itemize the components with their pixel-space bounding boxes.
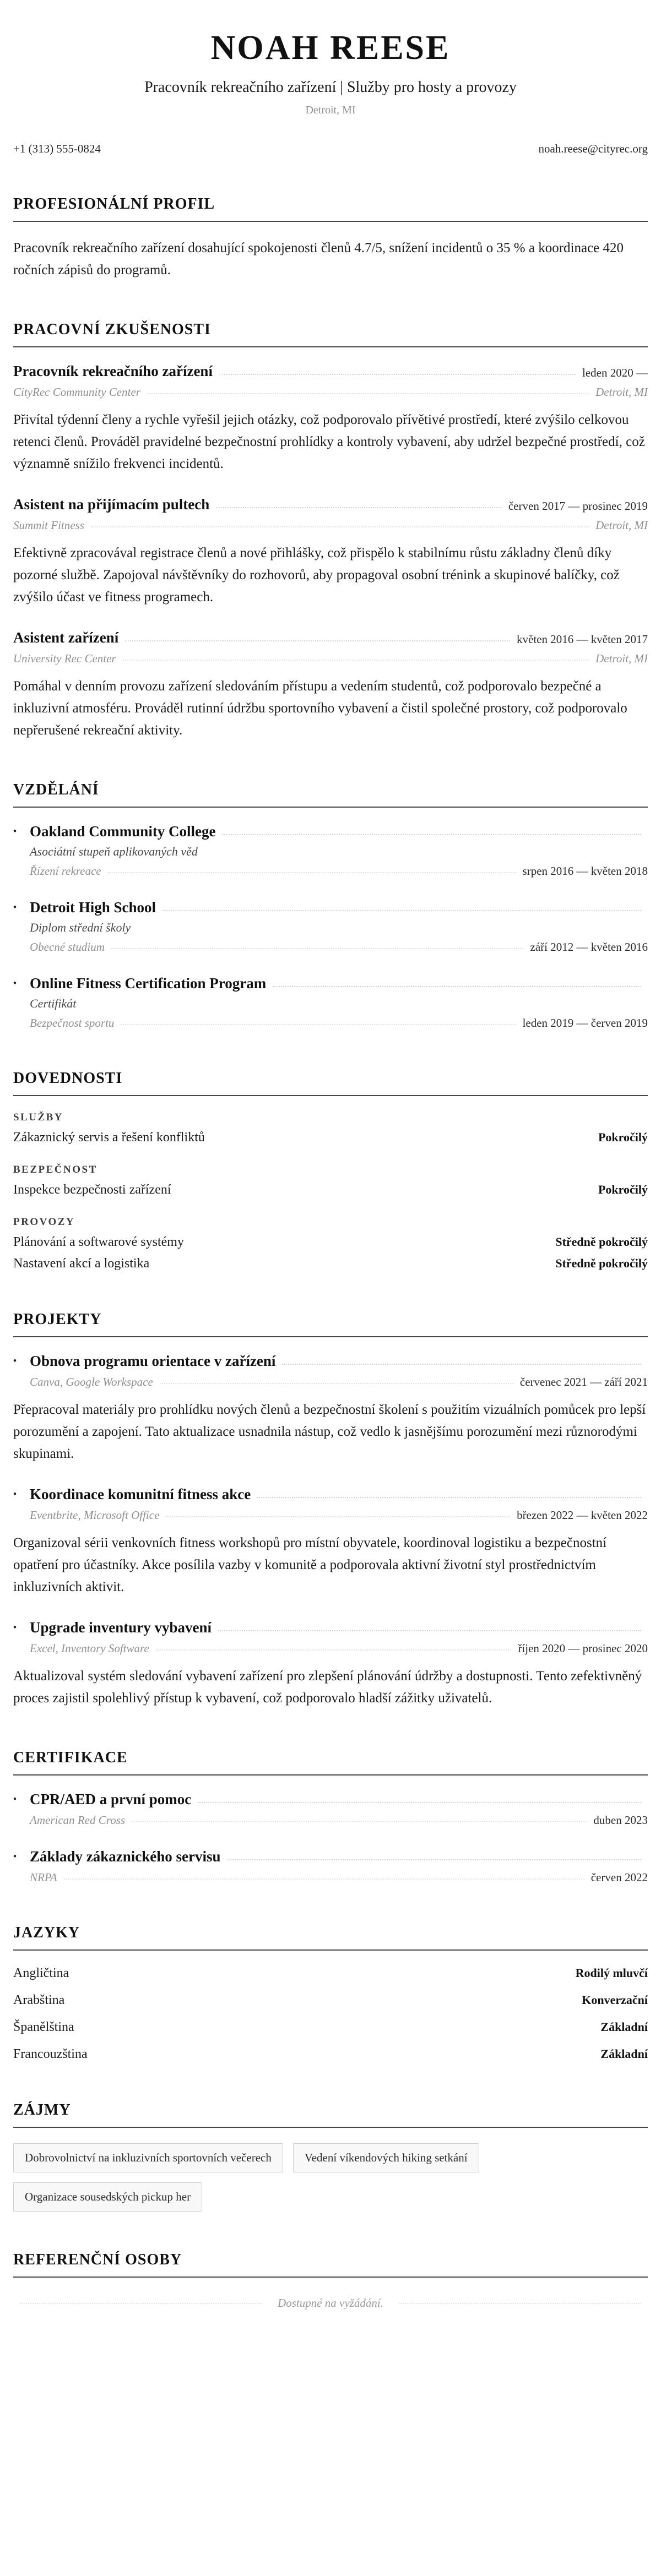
school-name: • Detroit High School xyxy=(13,899,156,916)
skill-level: Pokročilý xyxy=(598,1130,648,1144)
section-projects xyxy=(13,1311,648,1709)
skill-level: Pokročilý xyxy=(598,1183,648,1196)
job-location: Detroit, MI xyxy=(595,652,648,665)
project-description: Organizoval sérii venkovních fitness workshopů pro místní obyvatele, koordinoval logistiku a bezpečnostní opatření pro účastníky. Akce posílila vazby v komunitě a podporovala aktivní životní styl prostřednictvím inkluzivních aktivit. xyxy=(13,1535,607,1594)
entry-title-row xyxy=(13,1353,648,1370)
section-languages xyxy=(13,1924,648,2062)
entry-subtitle-row xyxy=(13,1871,648,1885)
company-name: University Rec Center xyxy=(13,652,116,665)
project-name: • Upgrade inventury vybavení xyxy=(13,1619,212,1636)
project-dates: říjen 2020 — prosinec 2020 xyxy=(518,1642,648,1655)
project-description: Aktualizoval systém sledování vybavení zařízení pro zlepšení plánování údržby a dostupnosti. Tento zefektivněný proces zajistil spolehlivý přístup k vybavení, což podporovalo hladší zážitky uživatelů. xyxy=(13,1669,642,1706)
job-title: Asistent zařízení xyxy=(13,629,119,646)
section-references xyxy=(13,2251,648,2310)
entry-subtitle-row xyxy=(13,385,648,399)
section-interests xyxy=(13,2101,648,2212)
section-heading-projects: PROJEKTY xyxy=(13,1311,648,1337)
dotted-leader xyxy=(156,1649,512,1651)
language-level: Konverzační xyxy=(582,1993,648,2007)
skill-name: Inspekce bezpečnosti zařízení xyxy=(13,1183,171,1197)
email-address: noah.reese@cityrec.org xyxy=(538,142,648,155)
dotted-leader xyxy=(223,834,641,835)
entry-subtitle-row xyxy=(13,519,648,532)
certification-issuer: American Red Cross xyxy=(30,1813,126,1827)
dotted-leader xyxy=(218,1630,641,1631)
interest-tag: Organizace sousedských pickup her xyxy=(13,2182,202,2212)
section-heading-education: VZDĚLÁNÍ xyxy=(13,781,648,808)
dotted-leader xyxy=(198,1802,641,1803)
skill-name: Plánování a softwarové systémy xyxy=(13,1235,184,1249)
project-tools: Excel, Inventory Software xyxy=(30,1642,149,1655)
education-dates: srpen 2016 — květen 2018 xyxy=(522,864,648,878)
entry-subtitle-row xyxy=(13,1813,648,1827)
job-description: Pomáhal v denním provozu zařízení sledováním přístupu a vedením studentů, což podporovalo bezpečné a inkluzivní atmosféru. Prováděl rutinní údržbu sportovního vybavení a čistil společné prostory, což podporovalo nepřerušené rekreační aktivity. xyxy=(13,679,627,738)
certification-date: červen 2022 xyxy=(590,1871,648,1884)
certification-entry xyxy=(13,1791,648,1827)
entry-title-row xyxy=(13,975,648,992)
skill-group xyxy=(13,1112,648,1145)
dotted-leader xyxy=(20,2303,262,2304)
dotted-leader xyxy=(132,1821,587,1822)
skill-category: SLUŽBY xyxy=(13,1112,64,1123)
entry-subtitle-row xyxy=(13,1508,648,1522)
language-row xyxy=(13,2020,648,2035)
field-of-study: Bezpečnost sportu xyxy=(30,1016,115,1030)
certification-name: • CPR/AED a první pomoc xyxy=(13,1791,191,1808)
dotted-leader xyxy=(219,374,576,375)
section-profile xyxy=(13,195,648,281)
job-location: Detroit, MI xyxy=(595,519,648,532)
language-row xyxy=(13,2047,648,2062)
entry-title-row xyxy=(13,823,648,840)
entry-subtitle-row xyxy=(13,940,648,954)
certification-name: • Základy zákaznického servisu xyxy=(13,1848,221,1865)
references-row xyxy=(13,2296,648,2310)
dotted-leader xyxy=(121,1024,516,1025)
section-heading-profile: PROFESIONÁLNÍ PROFIL xyxy=(13,195,648,222)
project-tools: Eventbrite, Microsoft Office xyxy=(30,1508,160,1522)
field-of-study: Řízení rekreace xyxy=(30,864,101,878)
skill-row xyxy=(13,1130,648,1145)
language-level: Základní xyxy=(600,2047,648,2061)
candidate-location: Detroit, MI xyxy=(305,104,356,116)
dotted-leader xyxy=(399,2303,641,2304)
entry-subtitle-row xyxy=(13,1016,648,1030)
company-name: CityRec Community Center xyxy=(13,385,140,399)
entry-subtitle-row xyxy=(13,1642,648,1655)
project-name: • Obnova programu orientace v zařízení xyxy=(13,1353,275,1370)
education-entry xyxy=(13,975,648,1030)
company-name: Summit Fitness xyxy=(13,519,84,532)
dotted-leader xyxy=(160,1383,513,1384)
entry-title-row xyxy=(13,1619,648,1636)
degree: Diplom střední školy xyxy=(30,921,131,934)
job-title: Asistent na přijímacím pultech xyxy=(13,496,210,513)
resume-header xyxy=(13,29,648,156)
section-heading-skills: DOVEDNOSTI xyxy=(13,1070,648,1096)
language-name: Angličtina xyxy=(13,1966,69,1980)
language-name: Španělština xyxy=(13,2020,74,2034)
entry-subtitle-row xyxy=(13,652,648,666)
candidate-name: NOAH REESE xyxy=(210,29,451,67)
interest-tag: Dobrovolnictví na inkluzivních sportovních večerech xyxy=(13,2143,283,2172)
skill-group xyxy=(13,1216,648,1271)
dotted-leader xyxy=(64,1878,584,1880)
dotted-leader xyxy=(147,393,589,394)
language-name: Francouzština xyxy=(13,2047,88,2061)
entry-title-row xyxy=(13,1848,648,1865)
entry-title-row xyxy=(13,1486,648,1503)
experience-entry xyxy=(13,629,648,742)
entry-title-row xyxy=(13,1791,648,1808)
dotted-leader xyxy=(108,872,516,873)
entry-title-row xyxy=(13,363,648,380)
entry-title-row xyxy=(13,629,648,646)
experience-entry xyxy=(13,496,648,608)
dotted-leader xyxy=(91,526,589,527)
language-name: Arabština xyxy=(13,1993,65,2007)
section-education xyxy=(13,781,648,1030)
dotted-leader xyxy=(216,507,502,508)
dotted-leader xyxy=(162,910,641,911)
skill-row xyxy=(13,1235,648,1250)
skill-category: PROVOZY xyxy=(13,1216,75,1228)
project-dates: červenec 2021 — září 2021 xyxy=(519,1375,648,1388)
job-dates: květen 2016 — květen 2017 xyxy=(517,633,648,646)
dotted-leader xyxy=(125,640,510,641)
language-level: Rodilý mluvčí xyxy=(575,1966,648,1980)
profile-summary: Pracovník rekreačního zařízení dosahující spokojenosti členů 4.7/5, snížení incidentů o 35 % a koordinace 420 ročních zápisů do programů. xyxy=(13,241,624,277)
phone-number: +1 (313) 555-0824 xyxy=(13,142,101,155)
project-dates: březen 2022 — květen 2022 xyxy=(517,1508,648,1522)
dotted-leader xyxy=(257,1497,641,1498)
project-entry xyxy=(13,1353,648,1465)
job-description: Efektivně zpracovával registrace členů a nové přihlášky, což přispělo k stabilnímu růstu základny členů díky pozorné službě. Zapojoval návštěvníky do rozhovorů, aby propagoval osobní trénink a skupinové balíčky, což zvýšilo účast ve fitness programech. xyxy=(13,546,620,604)
dotted-leader xyxy=(227,1859,641,1860)
contact-row xyxy=(13,142,648,156)
skill-name: Zákaznický servis a řešení konfliktů xyxy=(13,1130,205,1145)
language-row xyxy=(13,1966,648,1981)
job-description: Přivítal týdenní členy a rychle vyřešil jejich otázky, což podporovalo přívětivé prostředí, které zvýšilo celkovou retenci členů. Prováděl pravidelné bezpečnostní prohlídky a kontroly vybavení, aby udržel bezpečné prostředí, což významně snížilo frekvenci incidentů. xyxy=(13,412,645,471)
language-row xyxy=(13,1993,648,2008)
education-entry xyxy=(13,899,648,954)
entry-subtitle-row xyxy=(13,864,648,878)
project-entry xyxy=(13,1619,648,1709)
section-skills xyxy=(13,1070,648,1271)
education-dates: leden 2019 — červen 2019 xyxy=(522,1016,648,1030)
entry-title-row xyxy=(13,899,648,916)
skill-category: BEZPEČNOST xyxy=(13,1164,97,1175)
candidate-title: Pracovník rekreačního zařízení | Služby pro hosty a provozy xyxy=(144,79,517,96)
project-entry xyxy=(13,1486,648,1598)
language-level: Základní xyxy=(600,2020,648,2034)
section-heading-certifications: CERTIFIKACE xyxy=(13,1749,648,1776)
skill-row xyxy=(13,1183,648,1197)
dotted-leader xyxy=(166,1516,510,1517)
section-heading-interests: ZÁJMY xyxy=(13,2101,648,2128)
entry-subtitle-row xyxy=(13,1375,648,1389)
dotted-leader xyxy=(282,1364,641,1365)
dotted-leader xyxy=(123,660,589,661)
education-entry xyxy=(13,823,648,878)
project-name: • Koordinace komunitní fitness akce xyxy=(13,1486,251,1503)
skill-level: Středně pokročilý xyxy=(555,1235,648,1249)
job-location: Detroit, MI xyxy=(595,385,648,399)
school-name: • Oakland Community College xyxy=(13,823,216,840)
skill-row xyxy=(13,1256,648,1271)
entry-title-row xyxy=(13,496,648,513)
skill-group xyxy=(13,1164,648,1197)
degree: Asociátní stupeň aplikovaných věd xyxy=(30,845,198,858)
job-dates: červen 2017 — prosinec 2019 xyxy=(508,499,648,513)
certification-date: duben 2023 xyxy=(593,1813,648,1827)
dotted-leader xyxy=(111,948,524,949)
school-name: • Online Fitness Certification Program xyxy=(13,975,266,992)
section-heading-languages: JAZYKY xyxy=(13,1924,648,1951)
project-description: Přepracoval materiály pro prohlídku nových členů a bezpečnostní školení s použitím vizuálních pomůcek pro lepší porozumění a zapojení. Tato aktualizace usnadnila nástup, což vedlo k jasnějšímu porozumění mezi různorodými skupinami. xyxy=(13,1402,646,1461)
section-heading-references: REFERENČNÍ OSOBY xyxy=(13,2251,648,2278)
references-note: Dostupné na vyžádání. xyxy=(278,2296,383,2310)
skill-level: Středně pokročilý xyxy=(555,1256,648,1270)
education-dates: září 2012 — květen 2016 xyxy=(530,940,648,954)
project-tools: Canva, Google Workspace xyxy=(30,1375,153,1388)
degree: Certifikát xyxy=(30,996,77,1010)
field-of-study: Obecné studium xyxy=(30,940,105,954)
experience-entry xyxy=(13,363,648,475)
certification-issuer: NRPA xyxy=(30,1871,57,1884)
section-heading-experience: PRACOVNÍ ZKUŠENOSTI xyxy=(13,321,648,347)
job-dates: leden 2020 — xyxy=(582,366,648,379)
section-certifications xyxy=(13,1749,648,1885)
job-title: Pracovník rekreačního zařízení xyxy=(13,363,213,379)
interest-tags xyxy=(13,2143,648,2212)
interest-tag: Vedení víkendových hiking setkání xyxy=(293,2143,479,2172)
certification-entry xyxy=(13,1848,648,1885)
skill-name: Nastavení akcí a logistika xyxy=(13,1256,150,1271)
section-experience xyxy=(13,321,648,742)
dotted-leader xyxy=(273,986,641,987)
